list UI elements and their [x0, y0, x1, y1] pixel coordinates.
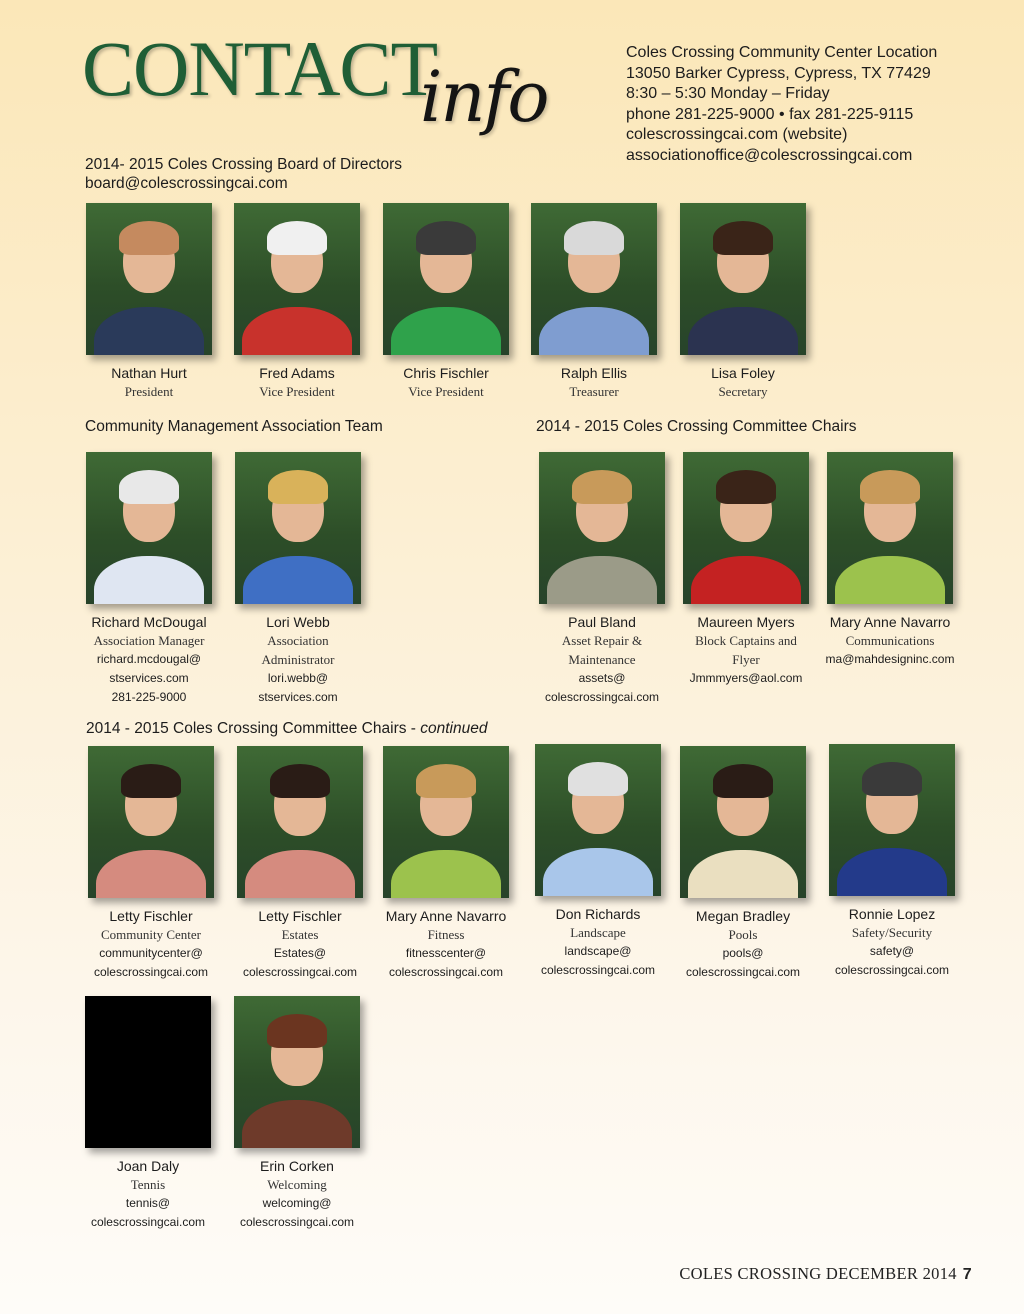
board-email[interactable]: board@colescrossingcai.com	[85, 175, 288, 192]
location-website[interactable]: colescrossingcai.com (website)	[626, 126, 848, 143]
board-card	[668, 203, 818, 401]
member-contact[interactable]: stservices.com	[258, 690, 338, 704]
member-contact[interactable]: richard.mcdougal@	[96, 652, 202, 666]
portrait-photo	[86, 452, 212, 604]
portrait-clothing	[245, 850, 355, 898]
member-role: Association Manager	[93, 633, 205, 648]
member-name: Fred Adams	[259, 365, 335, 381]
member-contact[interactable]: communitycenter@	[99, 946, 203, 960]
portrait-photo	[531, 203, 657, 355]
portrait-photo	[234, 203, 360, 355]
committee-cont-card	[817, 744, 967, 980]
portrait-hair	[119, 221, 179, 255]
portrait-hair	[564, 221, 624, 255]
member-role: Safety/Security	[851, 925, 933, 940]
member-contact[interactable]: colescrossingcai.com	[685, 965, 801, 979]
member-contact[interactable]: lori.webb@	[267, 671, 329, 685]
page-footer	[679, 1264, 972, 1284]
portrait-photo	[827, 452, 953, 604]
member-role: Block Captains and	[695, 633, 797, 648]
member-name: Richard McDougal	[91, 614, 207, 630]
committee-cont-card	[225, 746, 375, 982]
member-role: Communications	[845, 633, 935, 648]
member-contact[interactable]: ma@mahdesigninc.com	[825, 652, 955, 666]
member-role: Estates	[281, 927, 319, 942]
member-name: Lori Webb	[266, 614, 330, 630]
member-contact[interactable]: Jmmmyers@aol.com	[689, 671, 803, 685]
member-contact[interactable]: colescrossingcai.com	[239, 1215, 355, 1229]
portrait-hair	[270, 764, 330, 798]
member-contact[interactable]: Estates@	[273, 946, 327, 960]
location-address: 13050 Barker Cypress, Cypress, TX 77429	[626, 64, 931, 82]
committee-cont-card	[73, 996, 223, 1232]
page-title-script: info	[420, 56, 548, 138]
page-number: 7	[962, 1266, 972, 1283]
member-contact[interactable]: stservices.com	[109, 671, 189, 685]
portrait-photo	[235, 452, 361, 604]
committee-cont-card	[371, 746, 521, 982]
member-role: Secretary	[718, 384, 768, 399]
member-role: Community Center	[100, 927, 202, 942]
member-role: Flyer	[732, 652, 760, 667]
member-role: Vice President	[259, 384, 335, 399]
member-name: Ralph Ellis	[560, 365, 628, 381]
member-role: President	[124, 384, 174, 399]
member-contact[interactable]: pools@	[722, 946, 764, 960]
member-role: Tennis	[130, 1177, 166, 1192]
committee-cont-card	[76, 746, 226, 982]
portrait-hair	[713, 221, 773, 255]
member-contact[interactable]: safety@	[869, 944, 915, 958]
portrait-photo	[680, 203, 806, 355]
member-contact[interactable]: tennis@	[125, 1196, 171, 1210]
portrait-photo	[234, 996, 360, 1148]
portrait-hair	[862, 762, 922, 796]
member-name: Maureen Myers	[697, 614, 795, 630]
member-contact[interactable]: colescrossingcai.com	[388, 965, 504, 979]
committee-card	[527, 452, 677, 707]
location-hours: 8:30 – 5:30 Monday – Friday	[626, 85, 830, 102]
portrait-hair	[267, 221, 327, 255]
member-name: Nathan Hurt	[111, 365, 187, 381]
portrait-hair	[121, 764, 181, 798]
member-contact[interactable]: 281-225-9000	[111, 690, 187, 704]
portrait-hair	[416, 221, 476, 255]
member-contact[interactable]: fitnesscenter@	[405, 946, 487, 960]
member-name: Megan Bradley	[695, 908, 791, 924]
portrait-clothing	[543, 848, 653, 896]
location-title: Coles Crossing Community Center Location	[626, 44, 938, 61]
portrait-clothing	[94, 556, 204, 604]
member-name: Mary Anne Navarro	[829, 614, 951, 630]
portrait-clothing	[96, 850, 206, 898]
member-name: Erin Corken	[260, 1158, 334, 1174]
member-role: Fitness	[427, 927, 465, 942]
location-info	[626, 43, 937, 166]
portrait-clothing	[243, 556, 353, 604]
portrait-clothing	[835, 556, 945, 604]
member-name: Joan Daly	[116, 1158, 180, 1174]
publication-name: COLES CROSSING DECEMBER 2014	[679, 1264, 957, 1283]
committee-continued-label: continued	[420, 720, 488, 737]
member-role: Treasurer	[569, 384, 619, 399]
portrait-hair	[572, 470, 632, 504]
page-title: CONTACT	[82, 25, 438, 112]
portrait-hair	[568, 762, 628, 796]
member-contact[interactable]: colescrossingcai.com	[834, 963, 950, 977]
committee-heading: 2014 - 2015 Coles Crossing Committee Chairs	[536, 418, 857, 435]
member-role: Asset Repair &	[561, 633, 643, 648]
committee-cont-card	[523, 744, 673, 980]
portrait-hair	[119, 470, 179, 504]
member-contact[interactable]: landscape@	[564, 944, 632, 958]
location-phone: phone 281-225-9000 • fax 281-225-9115	[626, 105, 914, 123]
committee-cont-card	[668, 746, 818, 982]
member-contact[interactable]: colescrossingcai.com	[93, 965, 209, 979]
member-name: Letty Fischler	[258, 908, 342, 924]
member-role: Administrator	[261, 652, 335, 667]
cma-card	[223, 452, 373, 707]
portrait-photo	[829, 744, 955, 896]
member-name: Lisa Foley	[711, 365, 775, 381]
portrait-hair	[860, 470, 920, 504]
committee-continued-heading-text: 2014 - 2015 Coles Crossing Committee Chairs -	[86, 720, 421, 737]
portrait-hair	[267, 1014, 327, 1048]
portrait-hair	[268, 470, 328, 504]
portrait-clothing	[837, 848, 947, 896]
portrait-hair	[713, 764, 773, 798]
portrait-clothing	[94, 307, 204, 355]
board-card	[519, 203, 669, 401]
portrait-photo	[383, 746, 509, 898]
member-name: Letty Fischler	[109, 908, 193, 924]
portrait-clothing	[539, 307, 649, 355]
portrait-photo	[683, 452, 809, 604]
portrait-clothing	[691, 556, 801, 604]
committee-card	[815, 452, 965, 669]
cma-heading: Community Management Association Team	[85, 418, 383, 435]
portrait-clothing	[391, 307, 501, 355]
location-email[interactable]: associationoffice@colescrossingcai.com	[626, 146, 913, 164]
member-contact[interactable]: colescrossingcai.com	[242, 965, 358, 979]
committee-card	[671, 452, 821, 688]
member-role: Vice President	[408, 384, 484, 399]
portrait-clothing	[242, 1100, 352, 1148]
portrait-photo	[85, 996, 211, 1148]
portrait-photo	[88, 746, 214, 898]
portrait-hair	[716, 470, 776, 504]
board-card	[74, 203, 224, 401]
member-contact[interactable]: colescrossingcai.com	[544, 690, 660, 704]
portrait-photo	[86, 203, 212, 355]
member-name: Mary Anne Navarro	[385, 908, 507, 924]
portrait-photo	[680, 746, 806, 898]
member-role: Pools	[728, 927, 758, 942]
board-heading: 2014- 2015 Coles Crossing Board of Directors	[85, 156, 403, 173]
portrait-photo	[237, 746, 363, 898]
portrait-hair	[416, 764, 476, 798]
member-role: Welcoming	[267, 1177, 327, 1192]
member-contact[interactable]: colescrossingcai.com	[540, 963, 656, 977]
portrait-clothing	[688, 850, 798, 898]
portrait-clothing	[547, 556, 657, 604]
member-name: Paul Bland	[568, 614, 636, 630]
member-contact[interactable]: assets@	[578, 671, 626, 685]
committee-continued-heading	[86, 720, 487, 738]
member-name: Ronnie Lopez	[848, 906, 936, 922]
member-role: Maintenance	[568, 652, 636, 667]
member-name: Chris Fischler	[403, 365, 489, 381]
member-contact[interactable]: welcoming@	[262, 1196, 332, 1210]
member-contact[interactable]: colescrossingcai.com	[90, 1215, 206, 1229]
portrait-clothing	[391, 850, 501, 898]
portrait-clothing	[242, 307, 352, 355]
board-card	[371, 203, 521, 401]
portrait-photo	[535, 744, 661, 896]
member-role: Association	[267, 633, 329, 648]
portrait-photo	[539, 452, 665, 604]
cma-card	[74, 452, 224, 707]
portrait-clothing	[688, 307, 798, 355]
portrait-photo	[383, 203, 509, 355]
member-name: Don Richards	[555, 906, 641, 922]
board-card	[222, 203, 372, 401]
committee-cont-card	[222, 996, 372, 1232]
member-role: Landscape	[570, 925, 626, 940]
